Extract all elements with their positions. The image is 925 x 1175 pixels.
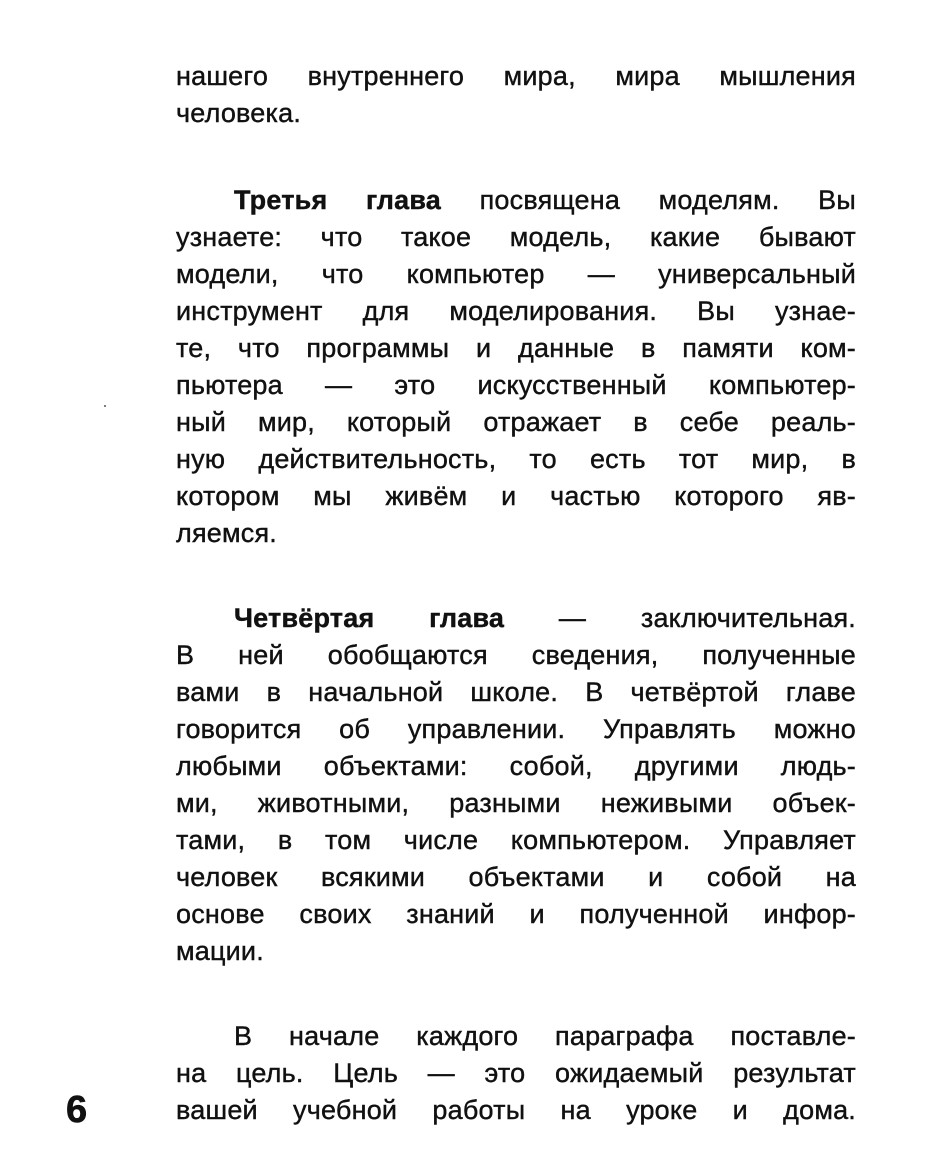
text-line: человек всякими объектами и собой на xyxy=(176,862,856,892)
text-line: модели, что компьютер — универсальный xyxy=(176,259,856,289)
text-line: тами, в том числе компьютером. Управляет xyxy=(176,825,856,855)
text-line: ми, животными, разными неживыми объек- xyxy=(176,788,856,818)
text-line: ляемся. xyxy=(176,518,277,548)
text-line: нашего внутреннего мира, мира мышления xyxy=(176,61,856,91)
chapter-three-heading: Третья глава xyxy=(234,185,441,215)
text-line: инструмент для моделирования. Вы узнае- xyxy=(176,296,856,326)
text-line: вашей учебной работы на уроке и дома. xyxy=(176,1095,856,1125)
text-line: основе своих знаний и полученной инфор- xyxy=(176,899,856,929)
print-speck xyxy=(104,405,106,407)
text-line: говорится об управлении. Управлять можно xyxy=(176,714,856,744)
text-line: Третья глава посвящена моделям. Вы xyxy=(234,185,856,215)
text-line: котором мы живём и частью которого яв- xyxy=(176,481,856,511)
text-line: любыми объектами: собой, другими людь- xyxy=(176,751,856,781)
chapter-four-heading: Четвёртая глава xyxy=(234,603,505,633)
text-line: те, что программы и данные в памяти ком- xyxy=(176,333,856,363)
text-line: В начале каждого параграфа поставле- xyxy=(234,1021,856,1051)
text-line: ную действительность, то есть тот мир, в xyxy=(176,444,856,474)
text-line: пьютера — это искусственный компьютер- xyxy=(176,370,856,400)
text-line: на цель. Цель — это ожидаемый результат xyxy=(176,1058,856,1088)
text-line: ный мир, который отражает в себе реаль- xyxy=(176,407,856,437)
text-line: мации. xyxy=(176,936,264,966)
text-line: узнаете: что такое модель, какие бывают xyxy=(176,222,856,252)
text-line: вами в начальной школе. В четвёртой главе xyxy=(176,677,856,707)
text-line: Четвёртая глава — заключительная. xyxy=(234,603,856,633)
text-line: человека. xyxy=(176,98,302,128)
text-line: В ней обобщаются сведения, полученные xyxy=(176,640,856,670)
page-number: 6 xyxy=(66,1089,88,1131)
